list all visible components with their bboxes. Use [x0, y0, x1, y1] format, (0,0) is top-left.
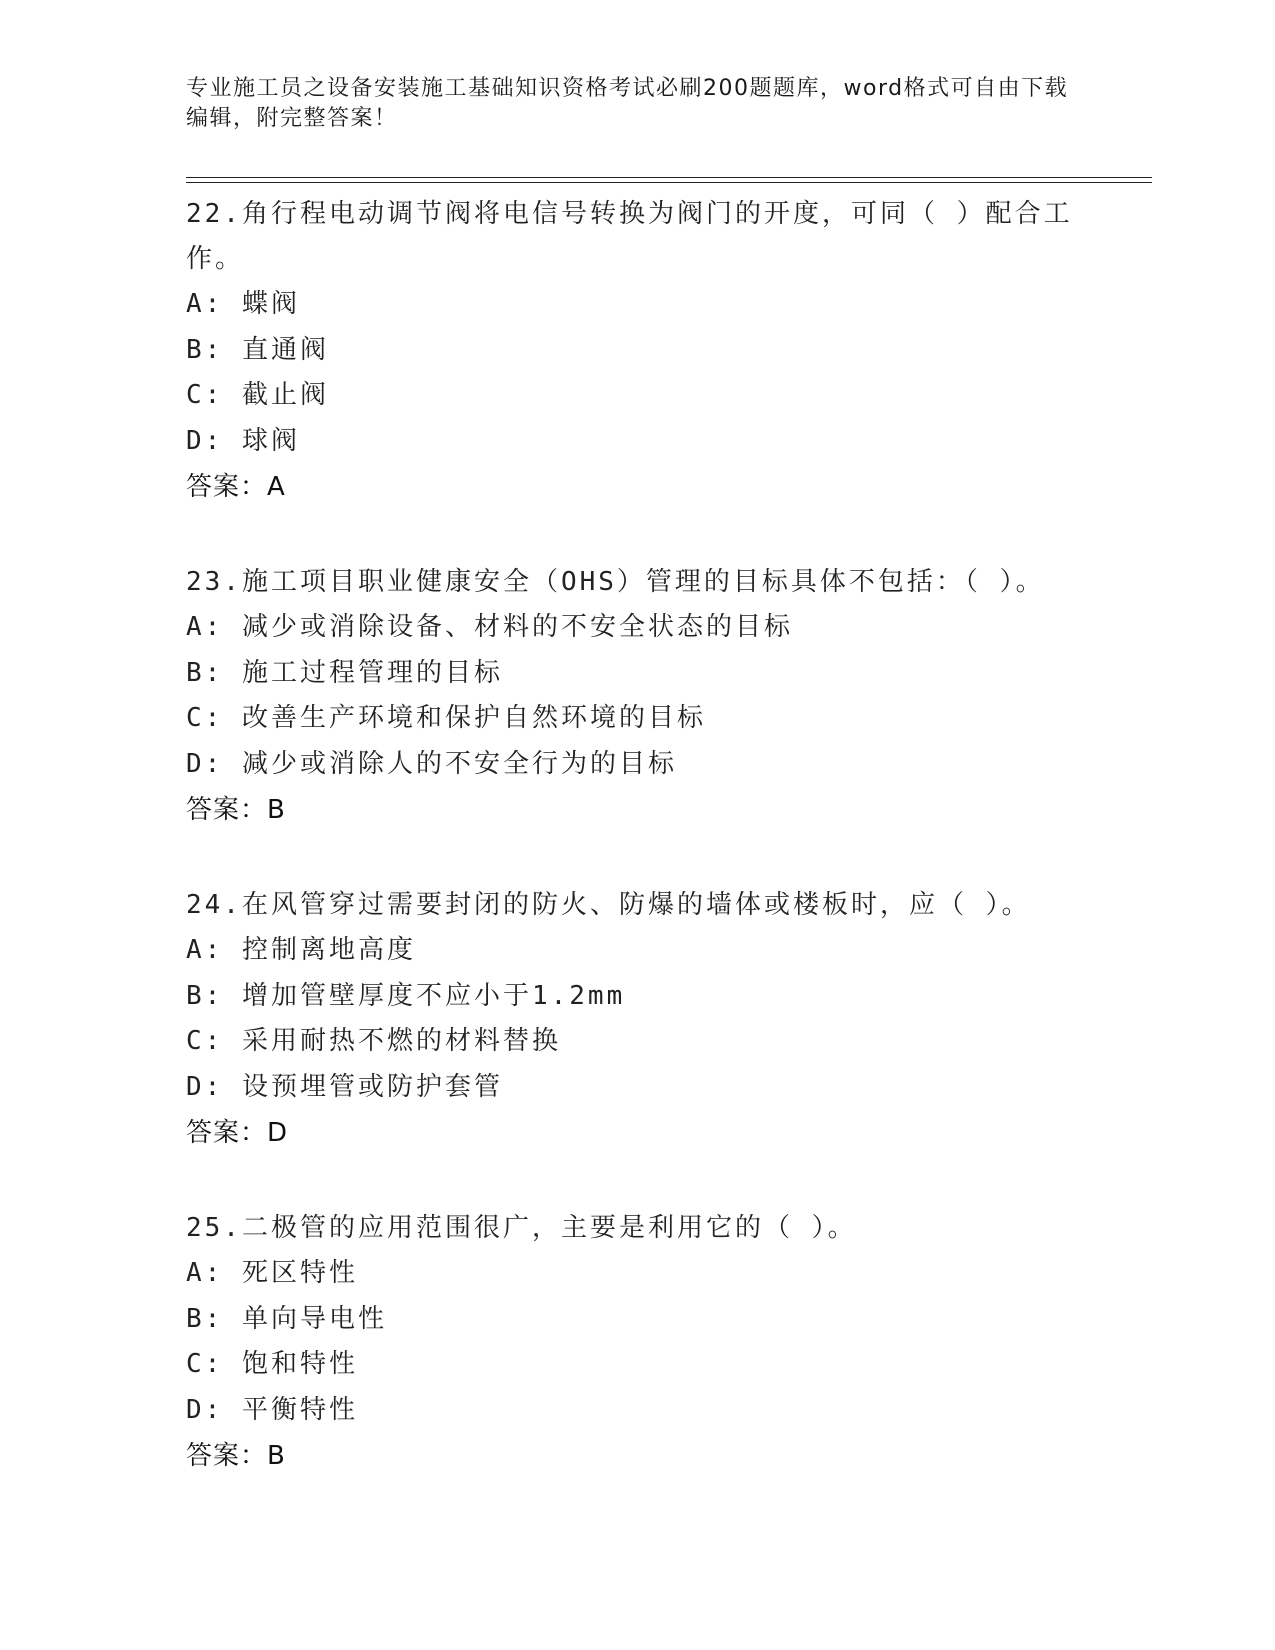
option-a: A: 蝶阀 [186, 289, 300, 319]
option-d: D: 球阀 [186, 425, 300, 456]
option-d: D: 平衡特性 [186, 1394, 358, 1425]
question-23 [186, 560, 1086, 833]
question-title: 23.施工项目职业健康安全（OHS）管理的目标具体不包括：（ ）。 [186, 567, 1045, 597]
option-a: A: 减少或消除设备、材料的不安全状态的目标 [186, 612, 793, 642]
option-c: C: 截止阀 [186, 380, 329, 410]
option-a: A: 死区特性 [186, 1258, 358, 1288]
question-25 [186, 1206, 1086, 1479]
question-24 [186, 883, 1086, 1156]
option-d: D: 减少或消除人的不安全行为的目标 [186, 748, 677, 779]
header-divider-bottom [186, 182, 1152, 183]
question-list [186, 192, 1086, 1529]
answer: 答案：B [186, 1441, 286, 1471]
option-b: B: 施工过程管理的目标 [186, 657, 503, 688]
option-d: D: 设预埋管或防护套管 [186, 1071, 503, 1102]
option-b: B: 直通阀 [186, 334, 329, 365]
option-a: A: 控制离地高度 [186, 935, 416, 965]
question-title: 24.在风管穿过需要封闭的防火、防爆的墙体或楼板时，应（ ）。 [186, 890, 1031, 920]
option-c: C: 饱和特性 [186, 1349, 358, 1379]
document-header: 专业施工员之设备安装施工基础知识资格考试必刷200题题库，word格式可自由下载编辑，附完整答案！ [186, 76, 1069, 131]
question-title: 25.二极管的应用范围很广，主要是利用它的（ ）。 [186, 1213, 857, 1243]
answer: 答案：A [186, 472, 286, 502]
question-title: 22.角行程电动调节阀将电信号转换为阀门的开度，可同（ ）配合工作。 [186, 199, 1073, 274]
option-b: B: 增加管壁厚度不应小于1.2mm [186, 980, 626, 1011]
answer: 答案：D [186, 1118, 289, 1148]
option-c: C: 改善生产环境和保护自然环境的目标 [186, 703, 706, 733]
answer: 答案：B [186, 795, 286, 825]
question-22 [186, 192, 1086, 510]
header-divider-top [186, 177, 1152, 178]
option-c: C: 采用耐热不燃的材料替换 [186, 1026, 561, 1056]
option-b: B: 单向导电性 [186, 1303, 387, 1334]
